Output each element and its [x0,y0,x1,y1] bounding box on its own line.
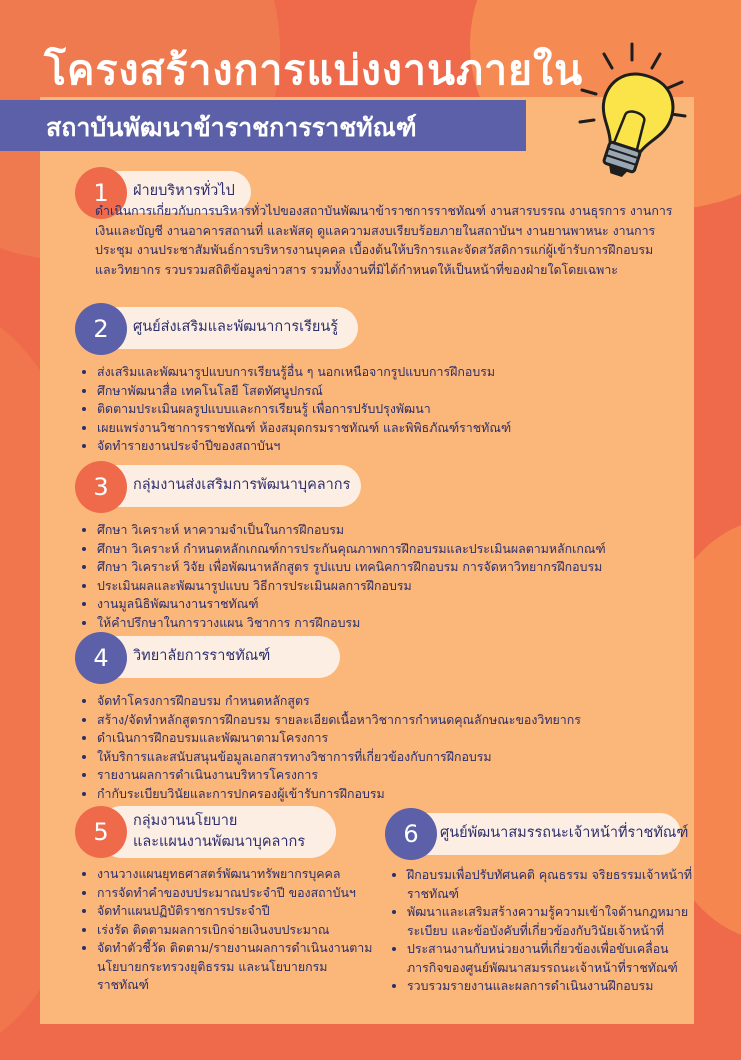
section-4-heading: วิทยาลัยการราชทัณฑ์ [133,648,271,664]
section-2-heading: ศูนย์ส่งเสริมและพัฒนาการเรียนรู้ [133,319,339,335]
list-item: • รวบรวมรายงานและผลการดำเนินงานฝึกอบรม [407,977,697,996]
list-item: • ให้บริการและสนับสนุนข้อมูลเอกสารทางวิชาการที่เกี่ยวข้องกับการฝึกอบรม [97,748,581,767]
list-item: • ประเมินผลและพัฒนารูปแบบ วิธีการประเมินผลการฝึกอบรม [97,577,606,596]
list-item: • ติดตามประเมินผลรูปแบบและการเรียนรู้ เพื่อการปรับปรุงพัฒนา [97,400,511,419]
list-item: • ดำเนินการฝึกอบรมและพัฒนาตามโครงการ [97,729,581,748]
section-4-number-badge: 4 [75,632,127,684]
list-item: • จัดทำโครงการฝึกอบรม กำหนดหลักสูตร [97,692,581,711]
list-item: • ฝึกอบรมเพื่อปรับทัศนคติ คุณธรรม จริยธรรมเจ้าหน้าที่ราชทัณฑ์ [407,866,697,903]
section-2-list [80,363,511,456]
list-item: • กำกับระเบียบวินัยและการปกครองผู้เข้ารับการฝึกอบรม [97,785,581,804]
list-item: • ศึกษา วิเคราะห์ วิจัย เพื่อพัฒนาหลักสูตร รูปแบบ เทคนิคการฝึกอบรม การจัดหาวิทยากรฝึกอบรม [97,558,606,577]
section-1-description: ดำเนินการเกี่ยวกับการบริหารทั่วไปของสถาบันพัฒนาข้าราชการราชทัณฑ์ งานสารบรรณ งานธุรการ งานการเงินและบัญชี งานอาคารสถานที่ และพัสดุ ดูแลความสงบเรียบร้อยภายในสถาบันฯ งานยานพาหนะ งานการประชุม งานประชาสัมพันธ์การบริหารงานบุคคล เบื้องต้นให้บริการและจัดสวัสดิการแก่ผู้เข้ารับการฝึกอบรมและวิทยากร รวบรวมสถิติข้อมูลข่าวสาร รวมทั้งงานที่มิได้กำหนดให้เป็นหน้าที่ของฝ่ายใดโดยเฉพาะ [95,203,673,277]
section-3-number-badge: 3 [75,461,127,513]
section-1-number-badge: 1 [75,167,127,219]
section-6-heading: ศูนย์พัฒนาสมรรถนะเจ้าหน้าที่ราชทัณฑ์ [440,825,689,841]
list-item: • การจัดทำคำของบประมาณประจำปี ของสถาบันฯ [97,884,377,903]
lightbulb-icon [572,40,702,200]
list-item: • จัดทำแผนปฏิบัติราชการประจำปี [97,902,377,921]
section-6-list [390,866,697,996]
list-item: • รายงานผลการดำเนินงานบริหารโครงการ [97,766,581,785]
list-item: • ส่งเสริมและพัฒนารูปแบบการเรียนรู้อื่น ๆ นอกเหนือจากรูปแบบการฝึกอบรม [97,363,511,382]
list-item: • สร้าง/จัดทำหลักสูตรการฝึกอบรม รายละเอียดเนื้อหาวิชาการกำหนดคุณลักษณะของวิทยากร [97,711,581,730]
page-subtitle: สถาบันพัฒนาข้าราชการราชทัณฑ์ [46,113,417,142]
list-item: • ศึกษาพัฒนาสื่อ เทคโนโลยี โสตทัศนูปกรณ์ [97,382,511,401]
list-item: • จัดทำตัวชี้วัด ติดตาม/รายงานผลการดำเนินงานตามนโยบายกระทรวงยุติธรรม และนโยบายกรมราชทัณฑ์ [97,939,377,995]
section-3-list [80,521,606,632]
section-5-list [80,865,377,995]
section-6-number-badge: 6 [385,808,437,860]
list-item: • ศึกษา วิเคราะห์ กำหนดหลักเกณฑ์การประกันคุณภาพการฝึกอบรมและประเมินผลตามหลักเกณฑ์ [97,540,606,559]
page-title: โครงสร้างการแบ่งงานภายใน [44,46,584,94]
section-5-heading-line-1: กลุ่มงานนโยบาย [133,813,238,829]
section-1-heading: ฝ่ายบริหารทั่วไป [133,183,235,199]
section-3-heading: กลุ่มงานส่งเสริมการพัฒนาบุคลากร [133,477,351,493]
list-item: • งานมูลนิธิพัฒนางานราชทัณฑ์ [97,595,606,614]
section-4-list [80,692,581,803]
list-item: • ให้คำปรึกษาในการวางแผน วิชาการ การฝึกอบรม [97,614,606,633]
list-item: • จัดทำรายงานประจำปีของสถาบันฯ [97,437,511,456]
list-item: • เร่งรัด ติดตามผลการเบิกจ่ายเงินงบประมาณ [97,921,377,940]
list-item: • ศึกษา วิเคราะห์ หาความจำเป็นในการฝึกอบรม [97,521,606,540]
section-2-number-badge: 2 [75,303,127,355]
list-item: • งานวางแผนยุทธศาสตร์พัฒนาทรัพยากรบุคคล [97,865,377,884]
section-5-heading-line-2: และแผนงานพัฒนาบุคลากร [133,834,306,850]
section-5-number-badge: 5 [75,806,127,858]
list-item: • พัฒนาและเสริมสร้างความรู้ความเข้าใจด้านกฎหมาย ระเบียบ และข้อบังคับที่เกี่ยวข้องกับวินัยเจ้าหน้าที่ [407,903,697,940]
list-item: • เผยแพร่งานวิชาการราชทัณฑ์ ห้องสมุดกรมราชทัณฑ์ และพิพิธภัณฑ์ราชทัณฑ์ [97,419,511,438]
list-item: • ประสานงานกับหน่วยงานที่เกี่ยวข้องเพื่อขับเคลื่อนภารกิจของศูนย์พัฒนาสมรรถนะเจ้าหน้าที่ราชทัณฑ์ [407,940,697,977]
